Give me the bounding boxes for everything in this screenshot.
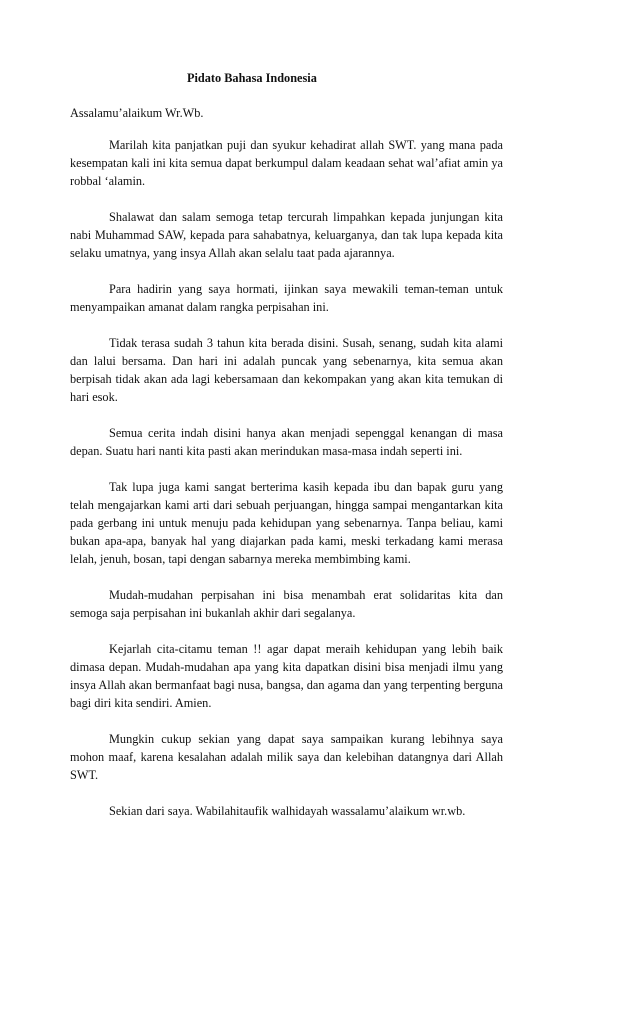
- paragraph-opening-praise: Marilah kita panjatkan puji dan syukur kehadirat allah SWT. yang mana pada kesempatan kali ini kita semua dapat berkumpul dalam keadaan sehat wal’afiat amin ya robbal ‘alamin.: [70, 138, 503, 188]
- paragraph-shalawat: Shalawat dan salam semoga tetap tercurah limpahkan kepada junjungan kita nabi Muhammad SAW, kepada para sahabatnya, keluarganya, dan tak lupa kepada kita selaku umatnya, yang insya Allah akan selalu taat pada ajarannya.: [70, 210, 503, 260]
- opening-salutation: Assalamu’alaikum Wr.Wb.: [70, 106, 204, 120]
- paragraph-greeting-audience: Para hadirin yang saya hormati, ijinkan saya mewakili teman-teman untuk menyampaikan amanat dalam rangka perpisahan ini.: [70, 282, 503, 314]
- paragraph-thanks-teachers: Tak lupa juga kami sangat berterima kasih kepada ibu dan bapak guru yang telah mengajarkan kami arti dari sebuah perjuangan, hingga sampai mengantarkan kita pada gerbang ini untuk menuju pada kehidupan yang sebenarnya. Tanpa beliau, kami bukan apa-apa, banyak hal yang diajarkan pada kami, meski terkadang kami merasa lelah, jenuh, bosan, tapi dengan sabarnya mereka membimbing kami.: [70, 480, 503, 566]
- paragraph-solidarity: Mudah-mudahan perpisahan ini bisa menambah erat solidaritas kita dan semoga saja perpisahan ini bukanlah akhir dari segalanya.: [70, 588, 503, 620]
- paragraph-pursue-dreams: Kejarlah cita-citamu teman !! agar dapat meraih kehidupan yang lebih baik dimasa depan. Mudah-mudahan apa yang kita dapatkan disini bisa menjadi ilmu yang insya Allah akan bermanfaat bagi nusa, bangsa, dan agama dan yang terpenting berguna bagi diri kita sendiri. Amien.: [70, 642, 503, 710]
- paragraph-apology: Mungkin cukup sekian yang dapat saya sampaikan kurang lebihnya saya mohon maaf, karena kesalahan adalah milik saya dan kelebihan datangnya dari Allah SWT.: [70, 732, 503, 782]
- paragraph-three-years: Tidak terasa sudah 3 tahun kita berada disini. Susah, senang, sudah kita alami dan lalui bersama. Dan hari ini adalah puncak yang sebenarnya, kita semua akan berpisah tidak akan ada lagi kebersamaan dan kekompakan yang akan kita temukan di hari esok.: [70, 336, 503, 404]
- speech-body: [70, 136, 503, 838]
- document-title: Pidato Bahasa Indonesia: [187, 71, 317, 85]
- paragraph-closing: Sekian dari saya. Wabilahitaufik walhidayah wassalamu’alaikum wr.wb.: [109, 804, 466, 818]
- paragraph-memories: Semua cerita indah disini hanya akan menjadi sepenggal kenangan di masa depan. Suatu hari nanti kita pasti akan merindukan masa-masa indah seperti ini.: [70, 426, 503, 458]
